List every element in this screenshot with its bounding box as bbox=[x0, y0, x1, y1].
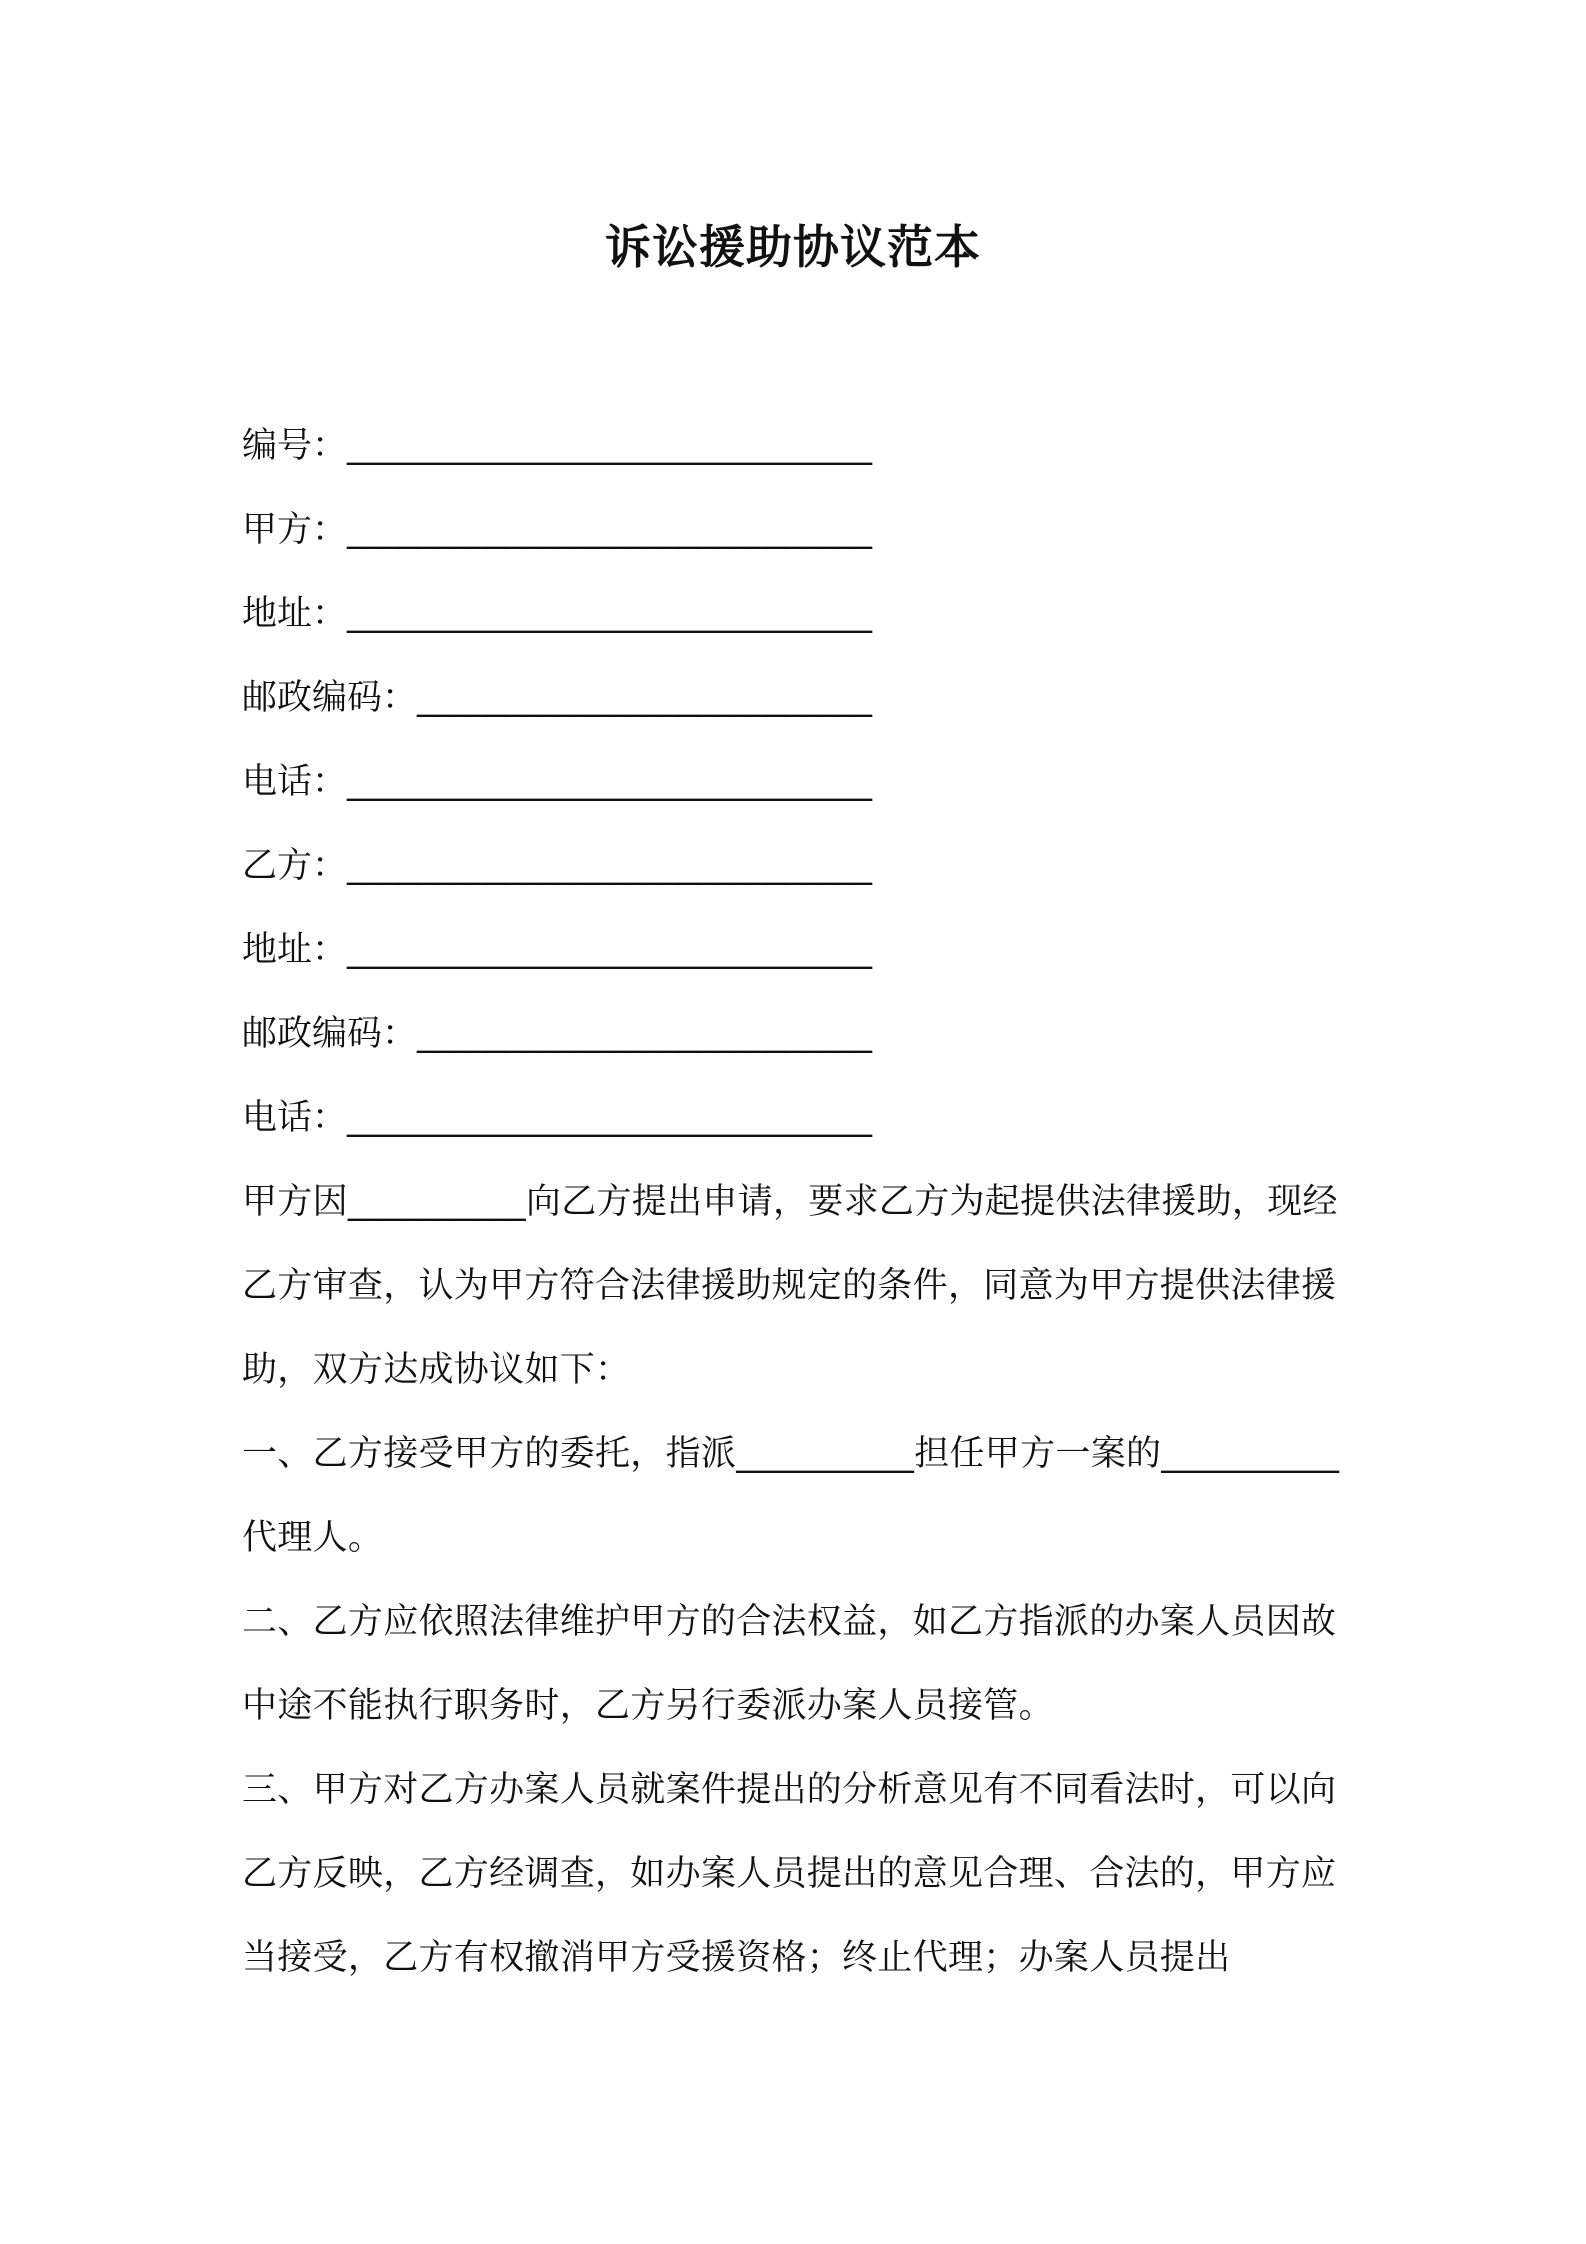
field-party-b-phone: 电话：______________________________ bbox=[242, 1098, 873, 1138]
field-party-a-phone: 电话：______________________________ bbox=[242, 762, 873, 802]
field-party-a-postcode: 邮政编码：__________________________ bbox=[242, 678, 873, 718]
paragraph-intro: 甲方因__________向乙方提出申请，要求乙方为起提供法律援助，现经乙方审查，认为甲方符合法律援助规定的条件，同意为甲方提供法律援助，双方达成协议如下： bbox=[242, 1182, 1338, 1390]
field-number: 编号：______________________________ bbox=[242, 426, 873, 466]
field-party-b-postcode: 邮政编码：__________________________ bbox=[242, 1014, 873, 1054]
document-title: 诉讼援助协议范本 bbox=[605, 220, 981, 274]
paragraph-clause-2: 二、乙方应依照法律维护甲方的合法权益，如乙方指派的办案人员因故中途不能执行职务时，乙方另行委派办案人员接管。 bbox=[242, 1602, 1337, 1726]
field-party-b-address: 地址：______________________________ bbox=[242, 930, 873, 970]
paragraph-clause-3: 三、甲方对乙方办案人员就案件提出的分析意见有不同看法时，可以向乙方反映，乙方经调查，如办案人员提出的意见合理、合法的，甲方应当接受，乙方有权撤消甲方受援资格；终止代理；办案人员提出 bbox=[242, 1770, 1337, 1978]
paragraph-clause-1: 一、乙方接受甲方的委托，指派__________担任甲方一案的__________代理人。 bbox=[242, 1434, 1340, 1558]
field-party-a-address: 地址：______________________________ bbox=[242, 594, 873, 634]
document-body bbox=[242, 404, 1362, 2000]
field-party-b: 乙方：______________________________ bbox=[242, 846, 873, 886]
field-party-a: 甲方：______________________________ bbox=[242, 510, 873, 550]
